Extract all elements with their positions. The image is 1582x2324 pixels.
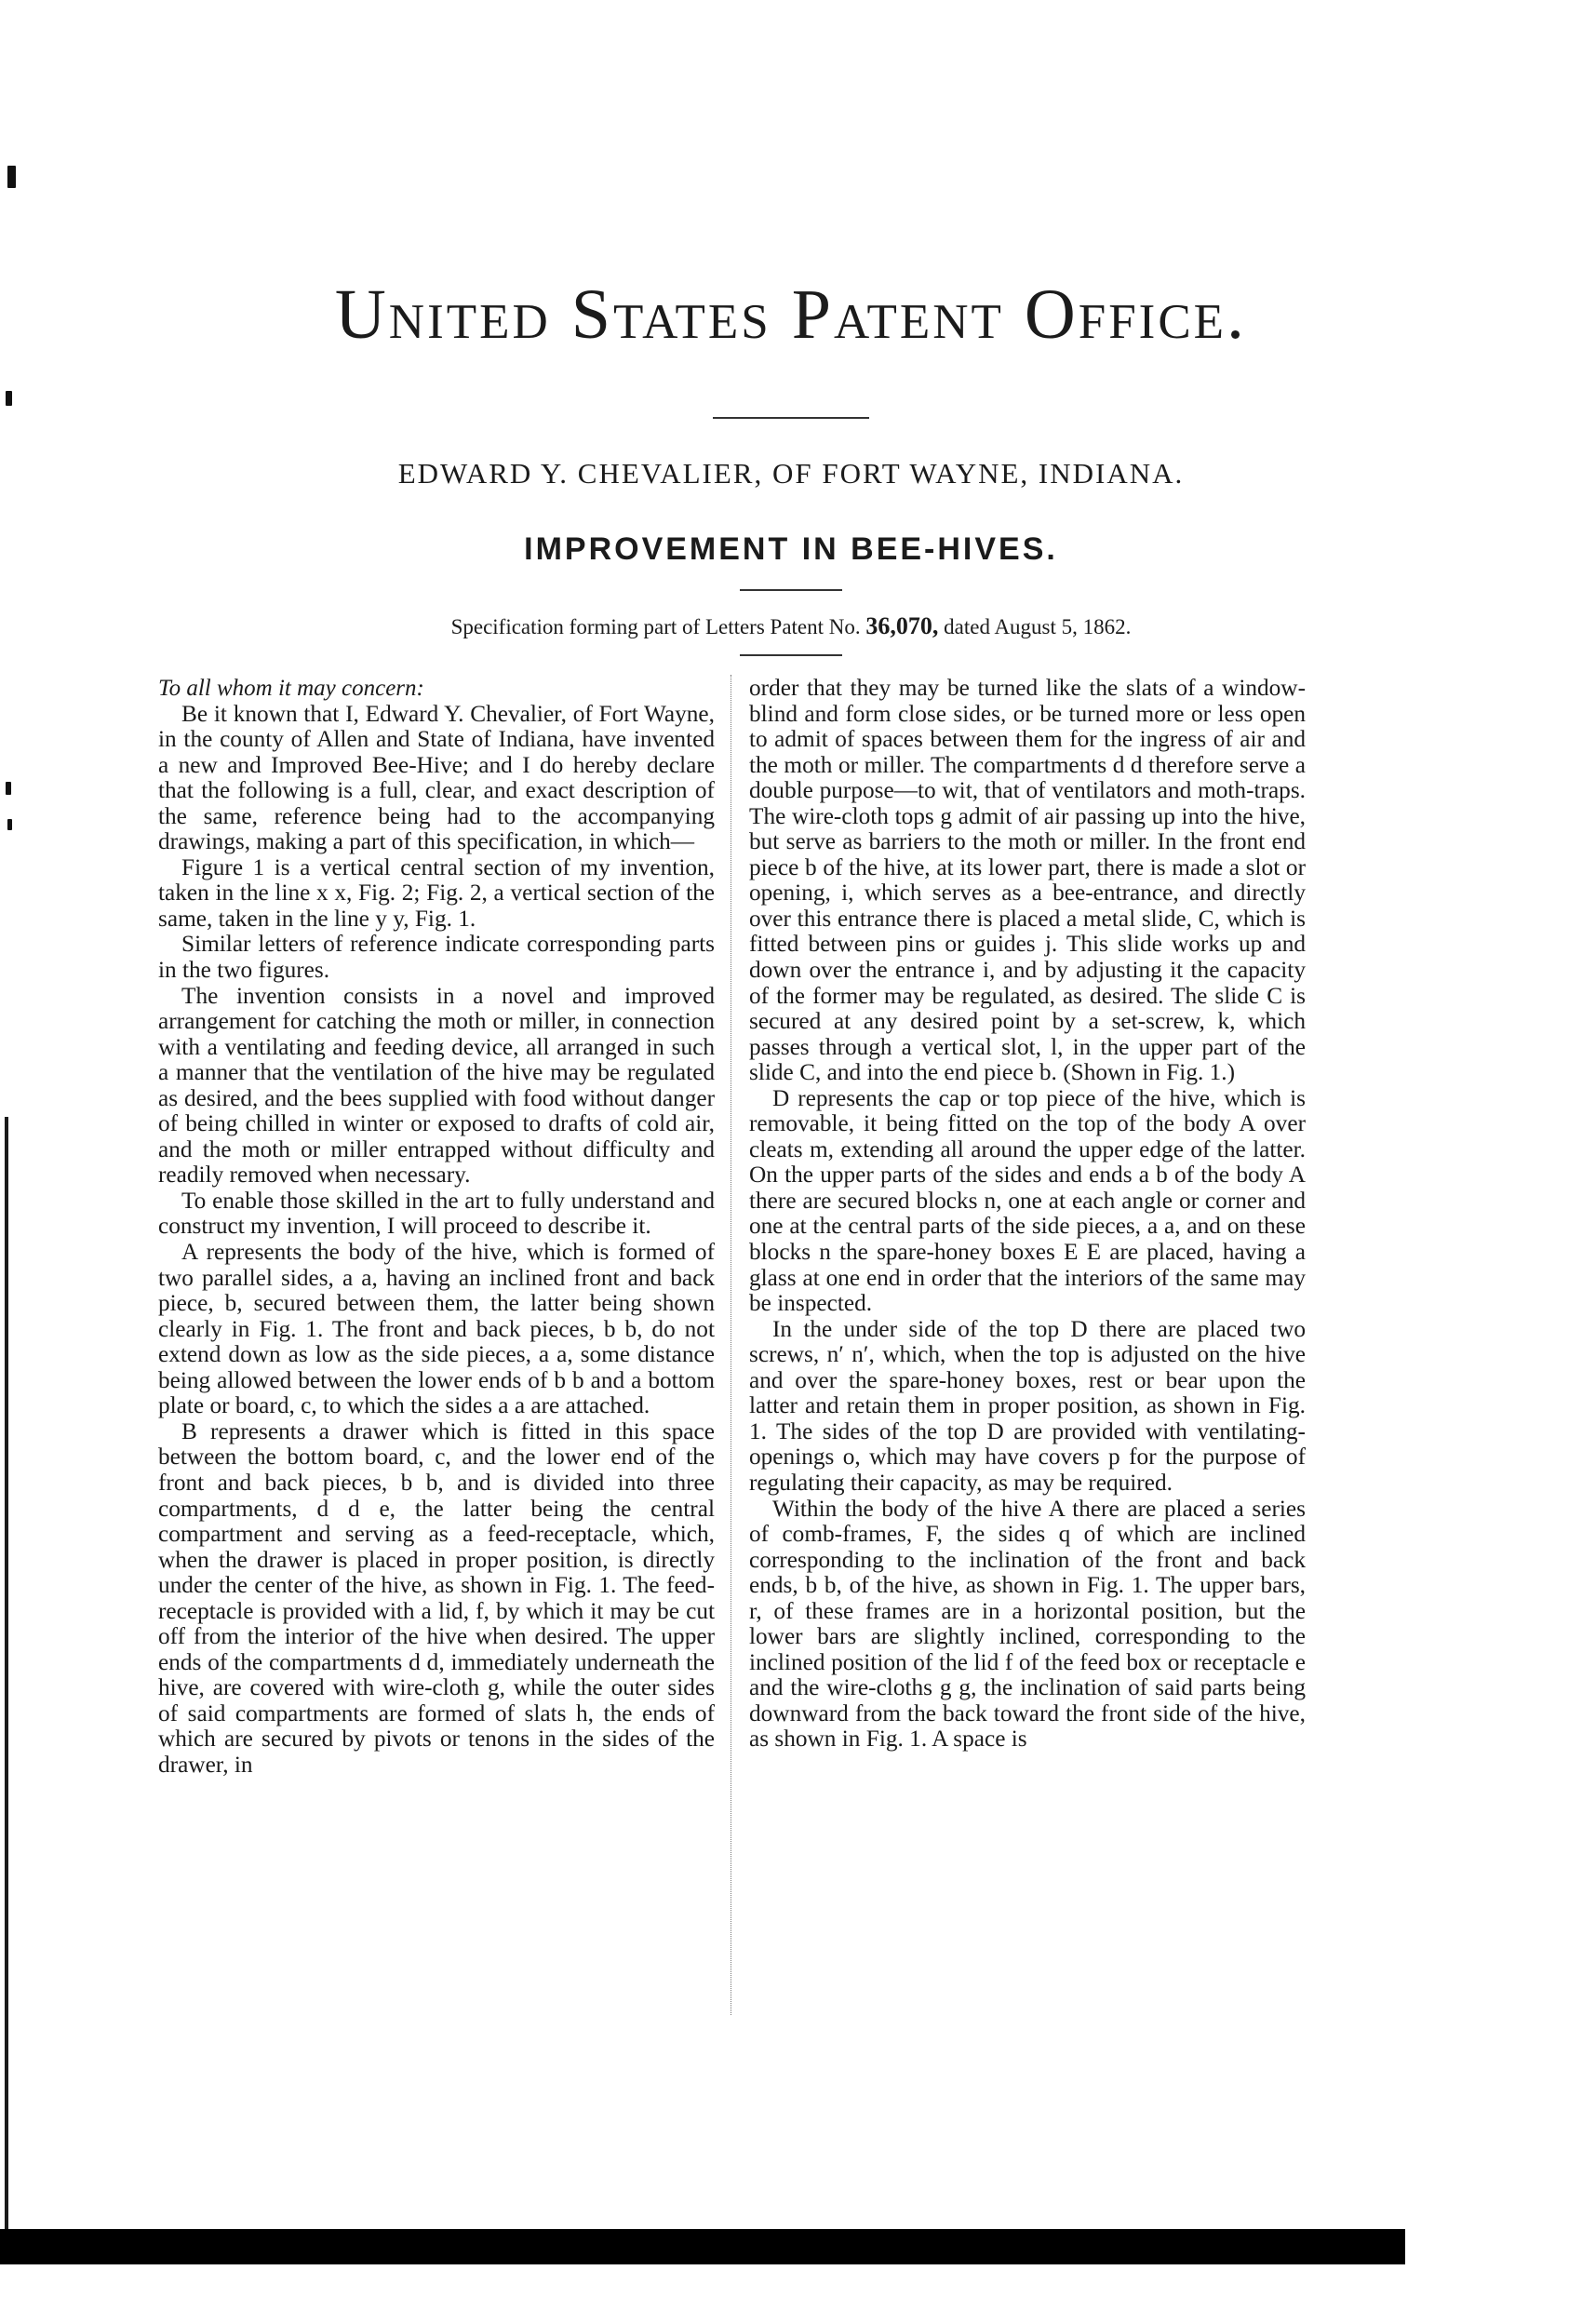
paragraph: Be it known that I, Edward Y. Chevalier, of Fort Wayne, in the county of Allen and State of Indiana, have invented a new and Improved Bee-Hive; and I do hereby declare that the following is a full, clear, and exact description of the same, reference being had to the accompanying drawings, making a part of this specification, in which— bbox=[158, 700, 715, 855]
paragraph: To enable those skilled in the art to fully understand and construct my invention, I will proceed to describe it. bbox=[158, 1187, 715, 1240]
title-rule bbox=[713, 417, 869, 419]
paragraph: D represents the cap or top piece of the hive, which is removable, it being fitted on the top of the body A over cleats m, extending all around the upper edge of the latter. On the upper parts of the sides and ends a b of the body A there are secured blocks n, one at each angle or corner and one at the central parts of the side pieces, a a, and on these blocks n the spare-honey boxes E E are placed, having a glass at one end in order that the interiors of the same may be inspected. bbox=[749, 1084, 1306, 1317]
invention-title: IMPROVEMENT IN BEE-HIVES. bbox=[524, 531, 1058, 567]
scan-mark bbox=[7, 166, 16, 188]
spec-prefix: Specification forming part of Letters Patent No. bbox=[450, 615, 861, 638]
spec-suffix: dated August 5, 1862. bbox=[944, 615, 1132, 638]
paragraph: In the under side of the top D there are placed two screws, n′ n′, which, when the top is adjusted on the hive and over the spare-honey boxes, rest or bear upon the latter and retain them in proper position, as shown in Fig. 1. The sides of the top D are provided with ventilating-openings o, which may have covers p for the purpose of regulating their capacity, as may be required. bbox=[749, 1315, 1306, 1496]
paragraph: A represents the body of the hive, which is formed of two parallel sides, a a, having an inclined front and back piece, b, secured between them, the latter being shown clearly in Fig. 1. The front and back pieces, b b, do not extend down as low as the side pieces, a a, some distance being allowed between the lower ends of b b and a bottom plate or board, c, to which the sides a a are attached. bbox=[158, 1239, 715, 1419]
scan-edge bbox=[5, 1117, 8, 2262]
paragraph: B represents a drawer which is fitted in this space between the bottom board, c, and the lower end of the front and back pieces, b b, and is divided into three compartments, d d e, the latter being the central compartment and serving as a feed-receptacle, which, when the drawer is placed in proper position, is directly under the center of the hive, as shown in Fig. 1. The feed-receptacle is provided with a lid, f, by which it may be cut off from the interior of the hive when desired. The upper ends of the compartments d d, immediately underneath the hive, are covered with wire-cloth g, while the outer sides of said compartments are formed of slats h, the ends of which are secured by pivots or tenons in the sides of the drawer, in bbox=[158, 1417, 715, 1778]
paragraph: Figure 1 is a vertical central section of my invention, taken in the line x x, Fig. 2; Fig. 2, a vertical section of the same, taken in the line y y, Fig. 1. bbox=[158, 853, 715, 932]
paragraph: The invention consists in a novel and improved arrangement for catching the moth or miller, in connection with a ventilating and feeding device, all arranged in such a manner that the ventilation of the hive may be regulated as desired, and the bees supplied with food without danger of being chilled in winter or exposed to drafts of cold air, and the moth or miller entrapped without difficulty and readily removed when necessary. bbox=[158, 982, 715, 1189]
scan-mark bbox=[6, 782, 11, 795]
specification-line bbox=[0, 614, 1582, 638]
right-column bbox=[749, 676, 1306, 1753]
subtitle-rule bbox=[740, 589, 842, 591]
office-title: United States Patent Office. bbox=[334, 275, 1248, 354]
scan-mark bbox=[6, 391, 12, 406]
scan-mark bbox=[7, 819, 12, 830]
paragraph: Similar letters of reference indicate corresponding parts in the two figures. bbox=[158, 931, 715, 984]
paragraph: order that they may be turned like the slats of a window-blind and form close sides, or be turned more or less open to admit of spaces between them for the ingress of air and the moth or miller. The compartments d d therefore serve a double purpose—to wit, that of ventilators and moth-traps. The wire-cloth tops g admit of air passing up into the hive, but serve as barriers to the moth or miller. In the front end piece b of the hive, at its lower part, there is made a slot or opening, i, which serves as a bee-entrance, and directly over this entrance there is placed a metal slide, C, which is fitted between pins or guides j. This slide works up and down over the entrance i, and by adjusting it the capacity of the former may be regulated, as desired. The slide C is secured at any desired point by a set-screw, k, which passes through a vertical slot, l, in the upper part of the slide C, and into the end piece b. (Shown in Fig. 1.) bbox=[749, 675, 1306, 1086]
paragraph: Within the body of the hive A there are placed a series of comb-frames, F, the sides q of which are inclined corresponding to the inclination of the front and back ends, b b, of the hive, as shown in Fig. 1. The upper bars, r, of these frames are in a horizontal position, but the lower bars are slightly inclined, corresponding to the inclined position of the lid f of the feed box or receptacle e and the wire-cloths g g, the inclination of said parts being downward from the back toward the front side of the hive, as shown in Fig. 1. A space is bbox=[749, 1495, 1306, 1753]
left-column bbox=[158, 676, 715, 1779]
salutation: To all whom it may concern: bbox=[158, 676, 424, 701]
patent-number: 36,070, bbox=[865, 612, 939, 639]
scan-border-bar bbox=[0, 2229, 1405, 2264]
spec-rule bbox=[740, 654, 842, 656]
inventor-line: EDWARD Y. CHEVALIER, OF FORT WAYNE, INDIANA. bbox=[397, 457, 1185, 490]
